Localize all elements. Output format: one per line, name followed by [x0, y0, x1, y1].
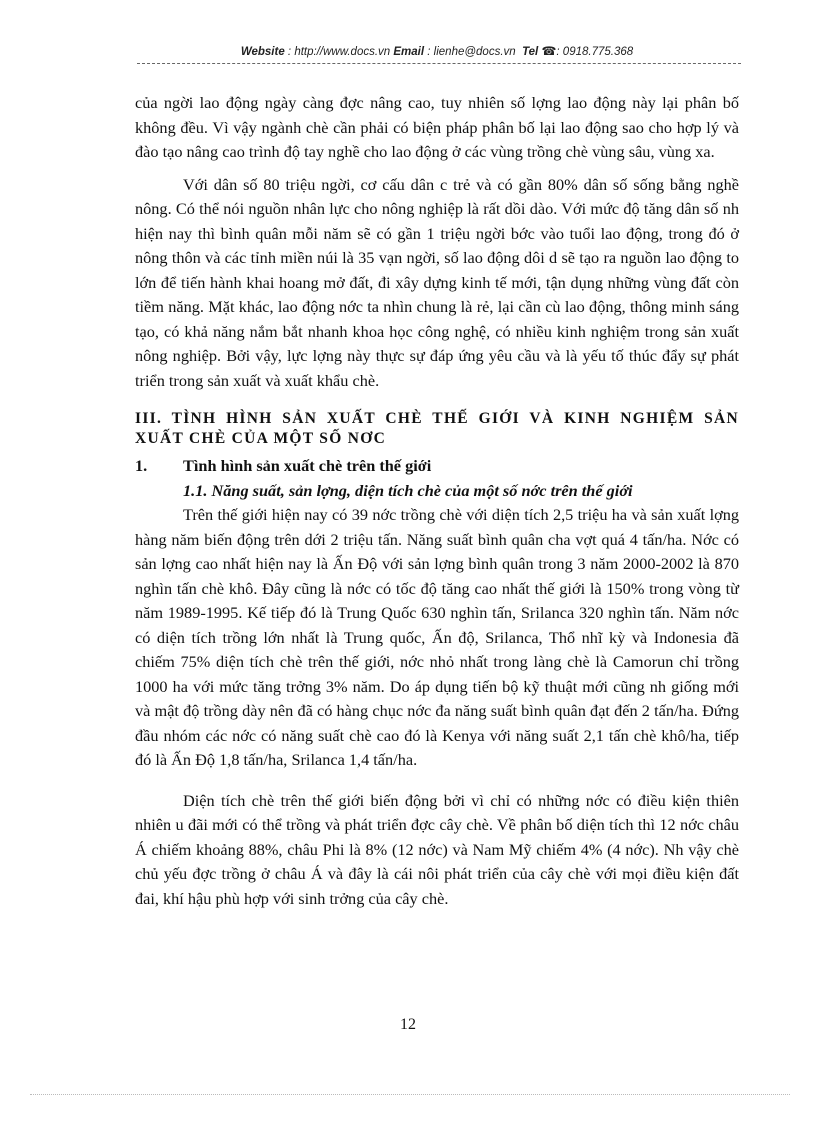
page-bottom-border: [30, 1094, 790, 1095]
email-separator: :: [424, 46, 434, 58]
phone-icon: ☎: [541, 44, 557, 58]
paragraph-2: Với dân số 80 triệu ngời, cơ cấu dân c trẻ và có gần 80% dân số sống bằng nghề nông. Có thể nói nguồn nhân lực cho nông nghiệp là rất dồi dào. Với mức độ tăng dân số nh hiện nay thì bình quân mỗi năm sẽ có gần 1 triệu ngời bớc vào tuổi lao động, trong đó ở nông thôn và các tỉnh miền núi là 35 vạn ngời, số lao động dôi d sẽ tạo ra nguồn lao động to lớn để tiến hành khai hoang mở đất, đi xây dựng kinh tế mới, tận dụng những vùng đất còn tiềm năng. Mặt khác, lao động nớc ta nhìn chung là rẻ, lại cần cù lao động, thông minh sáng tạo, có khả năng nắm bắt nhanh khoa học công nghệ, có nhiều kinh nghiệm trong sản xuất nông nghiệp. Bởi vậy, lực lợng này thực sự đáp ứng yêu cầu và là yếu tố thúc đẩy sự phát triển trong sản xuất và xuất khẩu chè.: [135, 174, 739, 390]
email-label: Email: [393, 46, 425, 58]
section-heading: III. TÌNH HÌNH SẢN XUẤT CHÈ THẾ GIỚI VÀ KINH NGHIỆM SẢN XUẤT CHÈ CỦA MỘT SỐ NƠC: [135, 410, 739, 447]
page-header: [137, 44, 737, 58]
paragraph-4: Diện tích chè trên thế giới biến động bởi vì chỉ có những nớc có điều kiện thiên nhiên u đãi mới có thể trồng và phát triển đợc cây chè. Về phân bố diện tích thì 12 nớc châu Á chiếm khoảng 88%, châu Phi là 8% (12 nớc) và Nam Mỹ chiếm 4% (4 nớc). Nh vậy chè chủ yếu đợc trồng ở châu Á và đây là cái nôi phát triển của cây chè với mọi điều kiện đất đai, khí hậu phù hợp với sinh trởng của cây chè.: [135, 790, 739, 908]
website-url[interactable]: http://www.docs.vn: [294, 46, 391, 58]
paragraph-3: Trên thế giới hiện nay có 39 nớc trồng chè với diện tích 2,5 triệu ha và sản xuất lợng hàng năm biến động trên dới 2 triệu tấn. Năng suất bình quân cha vợt quá 4 tấn/ha. Nớc có sản lợng cao nhất hiện nay là Ấn Độ với sản lợng bình quân trong 3 năm 2000-2002 là 870 nghìn tấn chè khô. Đây cũng là nớc có tốc độ tăng cao nhất thế giới là 150% trong vòng từ năm 1989-1995. Kế tiếp đó là Trung Quốc 630 nghìn tấn, Srilanca 320 nghìn tấn. Năm nớc có diện tích trồng lớn nhất là Trung quốc, Ấn độ, Srilanca, Thổ nhĩ kỳ và Indonesia đã chiếm 75% diện tích chè trên thế giới, nớc nhỏ nhất trong làng chè là Camorun chỉ trồng 1000 ha với mức tăng trởng 3% năm. Do áp dụng tiến bộ kỹ thuật mới cũng nh giống mới và mật độ trồng dày nên đã có hàng chục nớc đa năng suất bình quân đạt đến 2 tấn/ha. Đứng đầu nhóm các nớc có năng suất chè cao đó là Kenya với năng suất 2,1 tấn chè khô/ha, tiếp đó là Ấn Độ 1,8 tấn/ha, Srilanca 1,4 tấn/ha.: [135, 505, 739, 769]
heading-1: [135, 454, 739, 479]
email-address[interactable]: lienhe@docs.vn: [433, 46, 516, 58]
website-label: Website: [240, 46, 285, 58]
paragraph-1: của ngời lao động ngày càng đợc nâng cao, tuy nhiên số lợng lao động này lại phân bố không đều. Vì vậy ngành chè cần phải có biện pháp phân bố lại lao động sao cho hợp lý và đào tạo nâng cao trình độ tay nghề cho lao động ở các vùng trồng chè vùng sâu, vùng xa.: [135, 93, 739, 161]
page-number: 12: [400, 1016, 416, 1033]
tel-number: : 0918.775.368: [556, 46, 634, 58]
heading-1-text: Tình hình sản xuất chè trên thế giới: [183, 456, 432, 475]
website-separator: :: [284, 46, 295, 58]
body-content: [135, 91, 739, 911]
header-divider: [137, 63, 741, 64]
heading-2: 1.1. Năng suất, sản lợng, diện tích chè của một số nớc trên thế giới: [183, 480, 633, 500]
heading-1-number: 1.: [135, 456, 148, 475]
tel-label: Tel: [522, 46, 539, 58]
